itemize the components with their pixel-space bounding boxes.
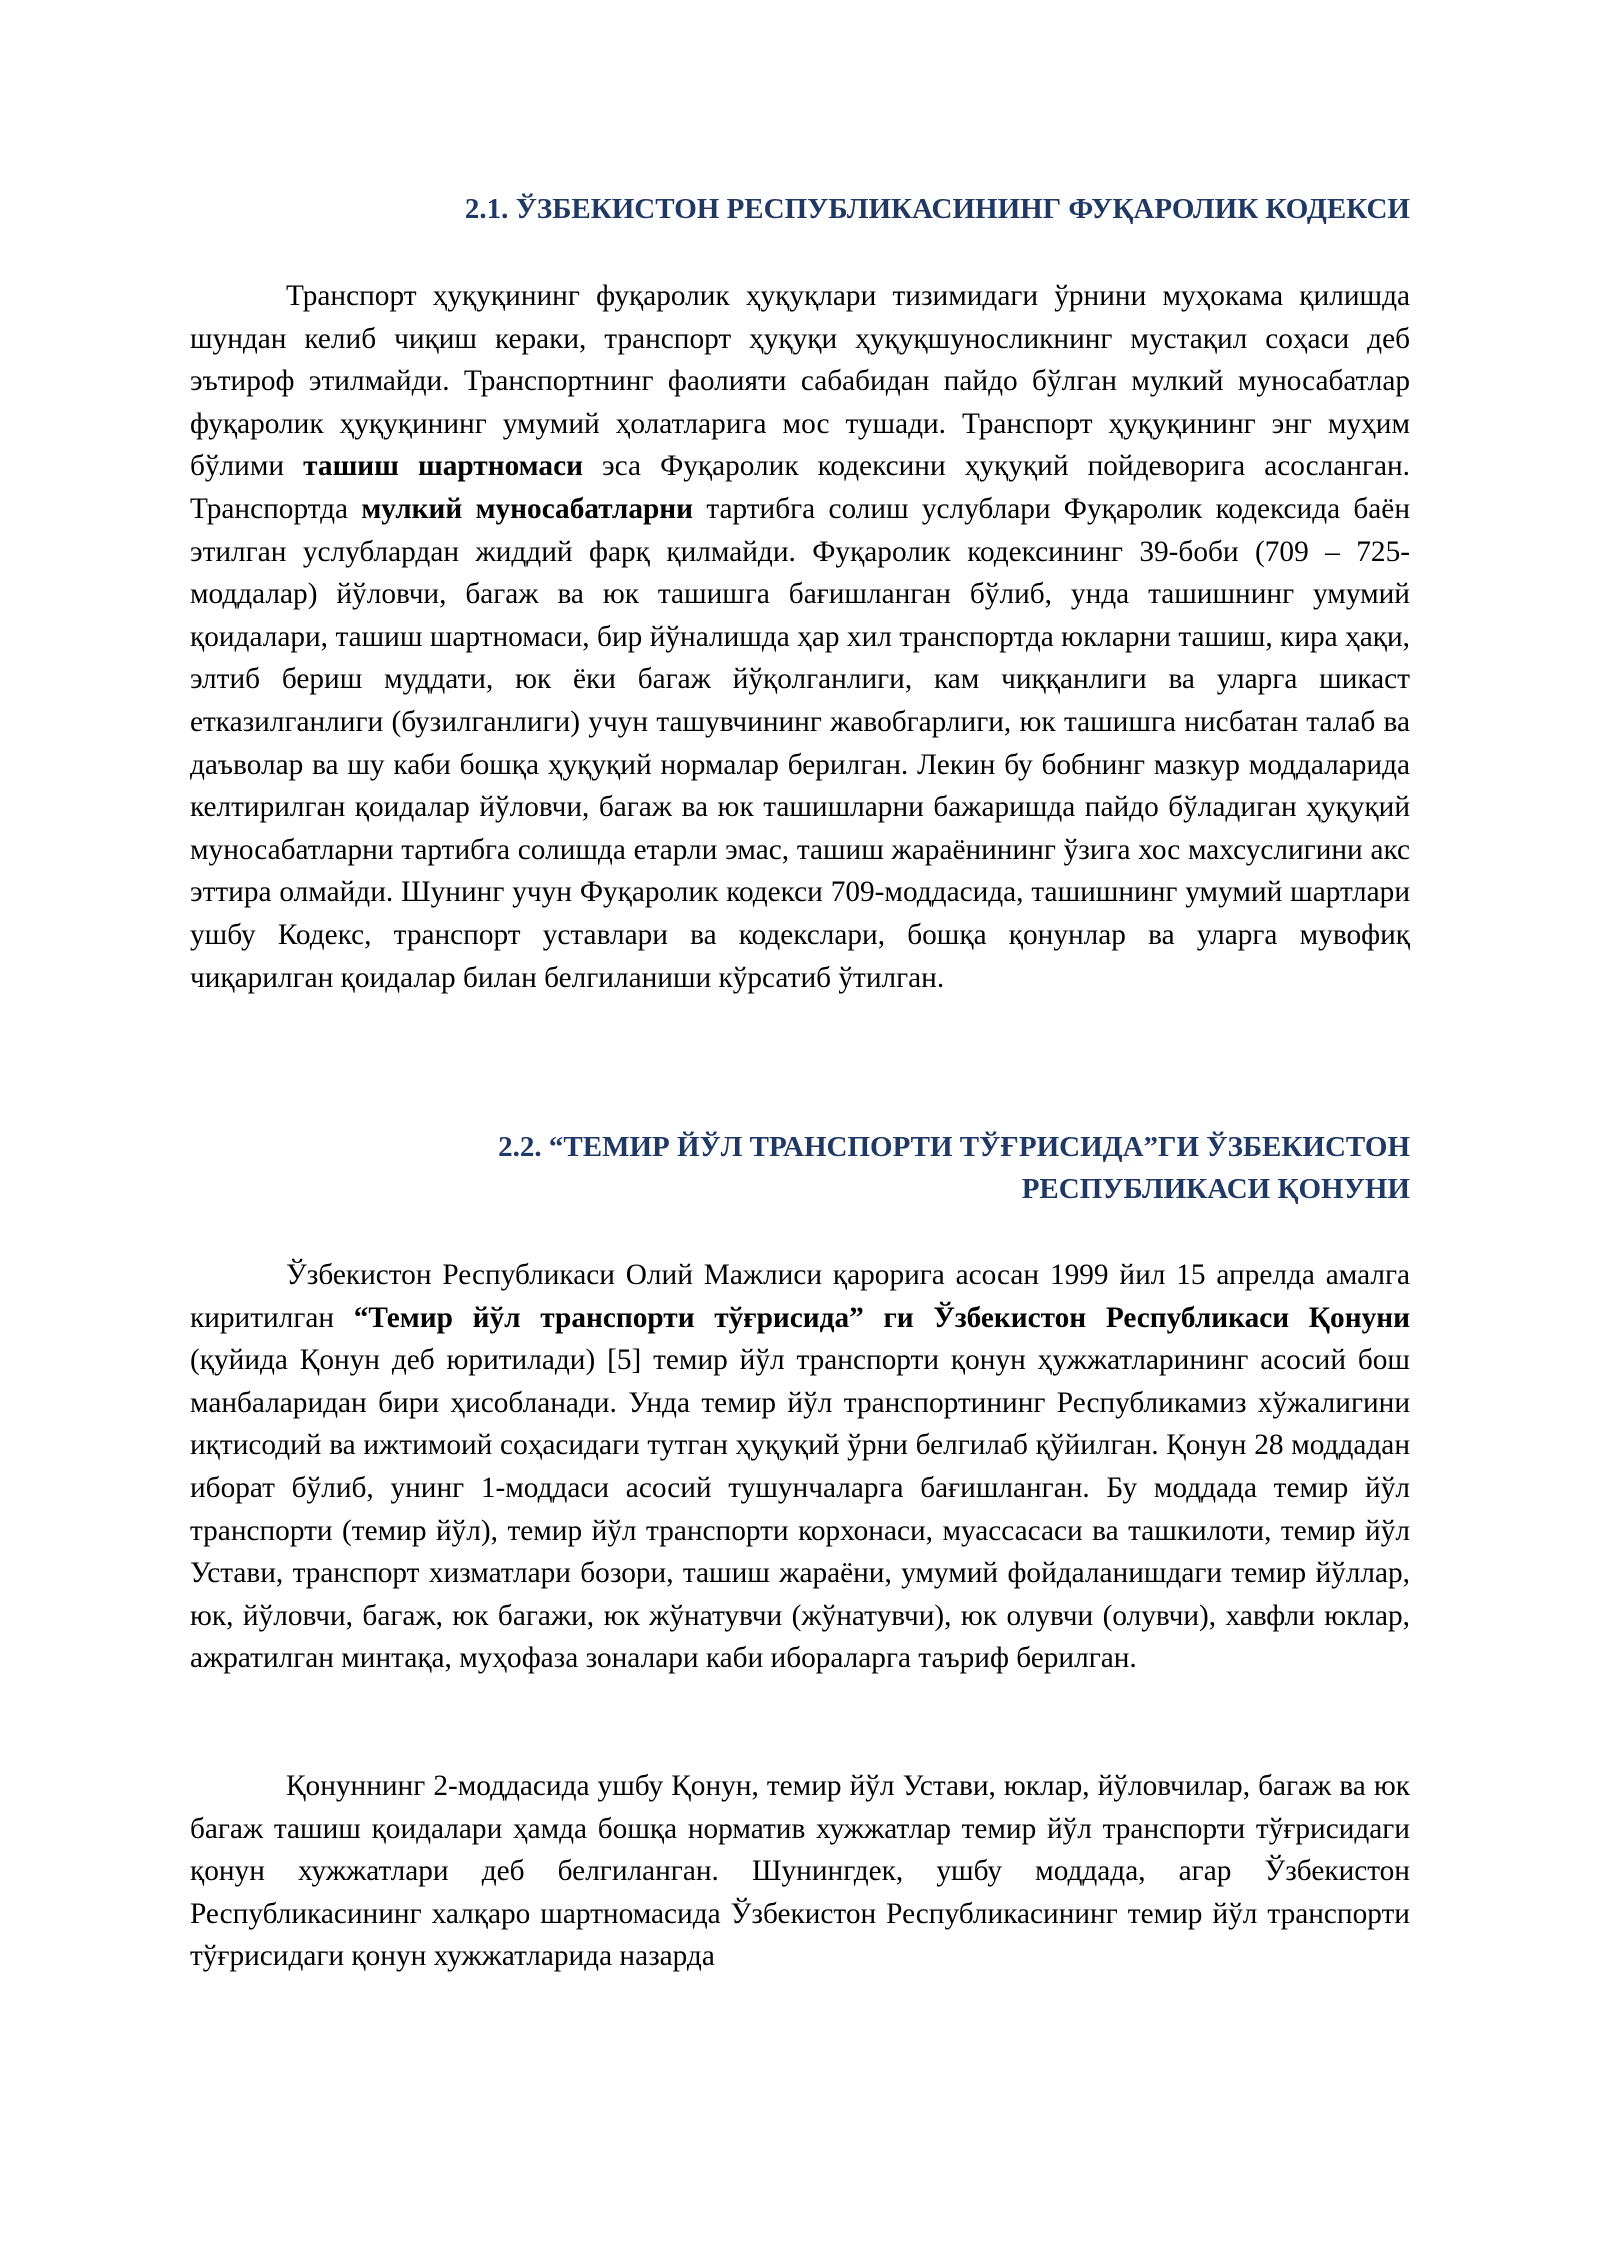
- paragraph-civil-code: [190, 275, 1410, 999]
- paragraph-railway-law: [190, 1254, 1410, 1680]
- heading-line-2: РЕСПУБЛИКАСИ ҚОНУНИ: [1021, 1173, 1410, 1205]
- paragraph-article-2: Қонуннинг 2-моддасида ушбу Қонун, темир йўл Устави, юклар, йўловчилар, багаж ва юк багаж ташиш қоидалари ҳамда бошқа норматив хужжатлар темир йўл транспорти тўғрисидаги қонун хужжатлари деб белгиланган. Шунингдек, ушбу моддада, агар Ўзбекистон Республикасининг халқаро шартномасида Ўзбекистон Республикасининг темир йўл транспорти тўғрисидаги қонун хужжатларида назарда: [190, 1770, 1410, 1973]
- heading-line-1: 2.2. “ТЕМИР ЙЎЛ ТРАНСПОРТИ ТЎҒРИСИДА”ГИ ЎЗБЕКИСТОН: [498, 1131, 1410, 1163]
- paragraph-text: Ўзбекистон Республикаси Олий Мажлиси қарорига асосан 1999 йил 15 апрелда амалга киритилган: [190, 1259, 1410, 1334]
- bold-term-property-relations: мулкий муносабатларни: [361, 492, 694, 525]
- section-heading-2-2: [190, 1126, 1410, 1210]
- paragraph-text: (қуйида Қонун деб юритилади) [5] темир йўл транспорти қонун ҳужжатларининг асосий бош манбаларидан бири ҳисобланади. Унда темир йўл транспортининг Республикамиз хўжалигини иқтисодий ва ижтимоий соҳасидаги тутган ҳуқуқий ўрни белгилаб қўйилган. Қонун 28 моддадан иборат бўлиб, унинг 1-моддаси асосий тушунчаларга бағишланган. Бу моддада темир йўл транспорти (темир йўл), темир йўл транспорти корхонаси, муассасаси ва ташкилоти, темир йўл Устави, транспорт хизматлари бозори, ташиш жараёни, умумий фойдаланишдаги темир йўллар, юк, йўловчи, багаж, юк багажи, юк жўнатувчи (жўнатувчи), юк олувчи (олувчи), хавфли юклар, ажратилган минтақа, муҳофаза зоналари каби ибораларга таъриф берилган.: [190, 1344, 1410, 1675]
- bold-term-transport-contract: ташиш шартномаси: [303, 450, 583, 483]
- paragraph-text: эса Фуқаролик кодексини ҳуқуқий пойдеворига асосланган. Транспортда: [190, 450, 1410, 525]
- paragraph-text: тартибга солиш услублари Фуқаролик кодексида баён этилган услублардан жиддий фарқ қилмайди. Фуқаролик кодексининг 39-боби (709 – 725-моддалар) йўловчи, багаж ва юк ташишга бағишланган бўлиб, унда ташишнинг умумий қоидалари, ташиш шартномаси, бир йўналишда ҳар хил транспортда юкларни ташиш, кира ҳақи, элтиб бериш муддати, юк ёки багаж йўқолганлиги, кам чиққанлиги ва уларга шикаст етказилганлиги (бузилганлиги) учун ташувчининг жавобгарлиги, юк ташишга нисбатан талаб ва даъволар ва шу каби бошқа ҳуқуқий нормалар берилган. Лекин бу бобнинг мазкур моддаларида келтирилган қоидалар йўловчи, багаж ва юк ташишларни бажаришда пайдо бўладиган ҳуқуқий муносабатларни тартибга солишда етарли эмас, ташиш жараёнининг ўзига хос махсуслигини акс эттира олмайди. Шунинг учун Фуқаролик кодекси 709-моддасида, ташишнинг умумий шартлари ушбу Кодекс, транспорт уставлари ва кодекслари, бошқа қонунлар ва уларга мувофиқ чиқарилган қоидалар билан белгиланиши кўрсатиб ўтилган.: [190, 492, 1410, 994]
- section-heading-2-1: 2.1. ЎЗБЕКИСТОН РЕСПУБЛИКАСИНИНГ ФУҚАРОЛИК КОДЕКСИ: [464, 193, 1410, 225]
- paragraph-text: Транспорт ҳуқуқининг фуқаролик ҳуқуқлари тизимидаги ўрнини муҳокама қилишда шундан келиб чиқиш кераки, транспорт ҳуқуқи ҳуқуқшуносликнинг мустақил соҳаси деб эътироф этилмайди. Транспортнинг фаолияти сабабидан пайдо бўлган мулкий муносабатлар фуқаролик ҳуқуқининг умумий ҳолатларига мос тушади. Транспорт ҳуқуқининг энг муҳим бўлими: [190, 280, 1410, 483]
- bold-term-law-title: “Темир йўл транспорти тўғрисида” ги Ўзбекистон Республикаси Қонуни: [353, 1301, 1410, 1334]
